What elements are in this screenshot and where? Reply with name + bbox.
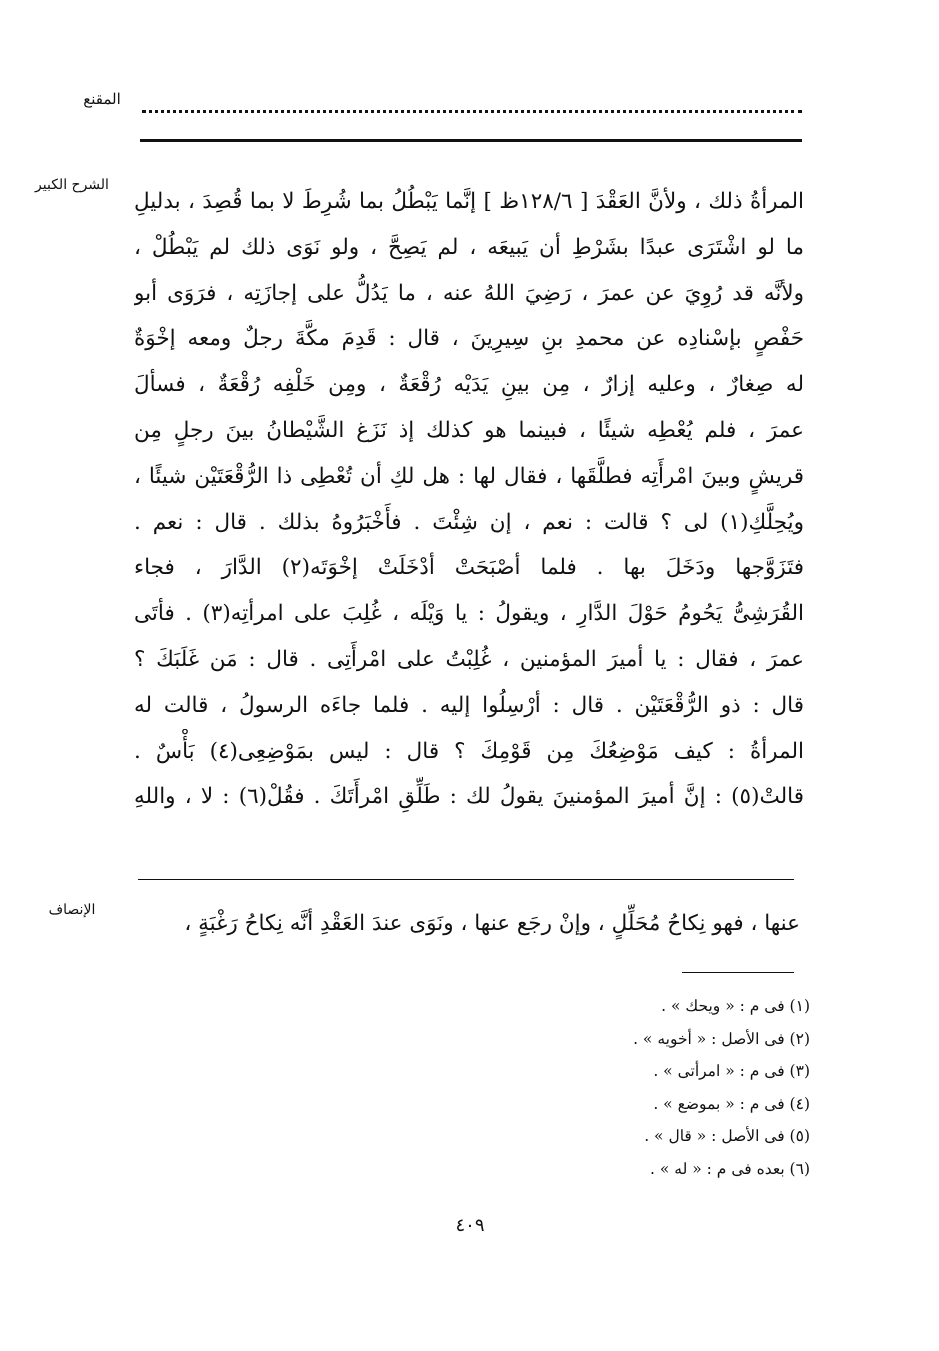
header-dotted-leader xyxy=(142,96,802,113)
text-line: قريشٍ وبينَ امْرأَتِه فطلَّقَها ، فقال لها : هل لكِ أن تُعْطِى ذا الرُّقْعَتَيْن شيئًا ، xyxy=(134,463,804,489)
main-text-block xyxy=(134,179,804,820)
footnote: (١) فى م : « ويحك » . xyxy=(661,997,810,1015)
footnote: (٤) فى م : « بموضع » . xyxy=(653,1094,810,1113)
running-header-title: المقنع xyxy=(83,90,121,108)
side-label-inset: الإنصاف xyxy=(48,902,96,918)
text-line: عمرَ ، فلم يُعْطِه شيئًا ، فبينما هو كذلك إذ نَزَغ الشَّيْطانُ بينَ رجلٍ مِن xyxy=(134,417,804,443)
footnote: (٥) فى الأصل : « قال » . xyxy=(644,1127,810,1145)
footnote: (٣) فى م : « امرأتى » . xyxy=(653,1062,810,1080)
text-line: حَفْصٍ بإسْنادِه عن محمدِ بنِ سِيرِينَ ، قال : قَدِمَ مكَّةَ رجلٌ ومعه إخْوَةٌ xyxy=(134,326,804,352)
text-line: عمرَ ، فقال : يا أميرَ المؤمنين ، غُلِبْتُ على امْرأَتِى . قال : مَن غَلَبَكَ ؟ xyxy=(134,646,804,672)
page-number: ٤٠٩ xyxy=(455,1215,485,1236)
text-line: قالتْ(٥) : إنَّ أميرَ المؤمنينَ يقولُ لك : طَلِّقِ امْرأَتَكَ . فقُلْ(٦) : لا ، واللهِ xyxy=(134,784,804,810)
footnote: (٢) فى الأصل : « أخويه » . xyxy=(633,1029,810,1048)
footnotes-list xyxy=(420,990,810,1185)
text-line: ما لو اشْتَرَى عبدًا بشَرْطِ أن يَبيعَه ، لم يَصِحَّ ، ولو نَوَى ذلك لم يَبْطُلْ ، xyxy=(134,234,804,260)
text-line: ولأنَّه قد رُوِيَ عن عمرَ ، رَضِيَ اللهُ عنه ، ما يَدُلُّ على إجازَتِه ، فرَوَى أبو xyxy=(134,280,804,306)
inset-text-block: عنها ، فهو نِكاحُ مُحَلِّلٍ ، وإنْ رجَع عنها ، ونَوَى عندَ العَقْدِ أنَّه نِكاحُ رَغْبَةٍ ، xyxy=(184,911,800,936)
text-line: فتَزَوَّجها ودَخَلَ بها . فلما أصْبَحَتْ أدْخَلَتْ إخْوَتَه(٢) الدَّارَ ، فجاء xyxy=(134,555,804,581)
text-line: قال : ذو الرُّقْعَتَيْن . قال : أرْسِلُوا إليه . فلما جاءَه الرسولُ ، قالت له xyxy=(134,692,804,718)
section-divider xyxy=(138,879,794,880)
side-label-main: الشرح الكبير xyxy=(35,177,109,193)
text-line: المرأةُ : كيف مَوْضِعُكَ مِن قَوْمِكَ ؟ قال : ليس بمَوْضِعِى(٤) بَأْسٌ . xyxy=(134,738,804,764)
header-rule xyxy=(140,139,802,142)
text-line: ويُحِلَّكِ(١) لى ؟ قالت : نعم ، إن شِئْتَ . فأَخْبَرُوهُ بذلك . قال : نعم . xyxy=(134,509,804,535)
text-line: المرأةُ ذلك ، ولأنَّ العَقْدَ [ ١٢٨/٦ظ ] إنَّما يَبْطُلُ بما شُرِطَ لا بما قُصِدَ ، بدليلِ xyxy=(134,189,804,214)
text-line: القُرَشِىُّ يَحُومُ حَوْلَ الدَّارِ ، ويقولُ : يا وَيْلَه ، غُلِبَ على امرأتِه(٣) . فأتَى xyxy=(134,601,804,627)
text-line: له صِغارٌ ، وعليه إزارٌ ، مِن بينِ يَدَيْه رُقْعَةٌ ، ومِن خَلْفِه رُقْعَةٌ ، فسألَ xyxy=(134,372,804,398)
footnote-rule xyxy=(682,972,794,973)
footnote: (٦) بعده فى م : « له » . xyxy=(650,1159,810,1178)
